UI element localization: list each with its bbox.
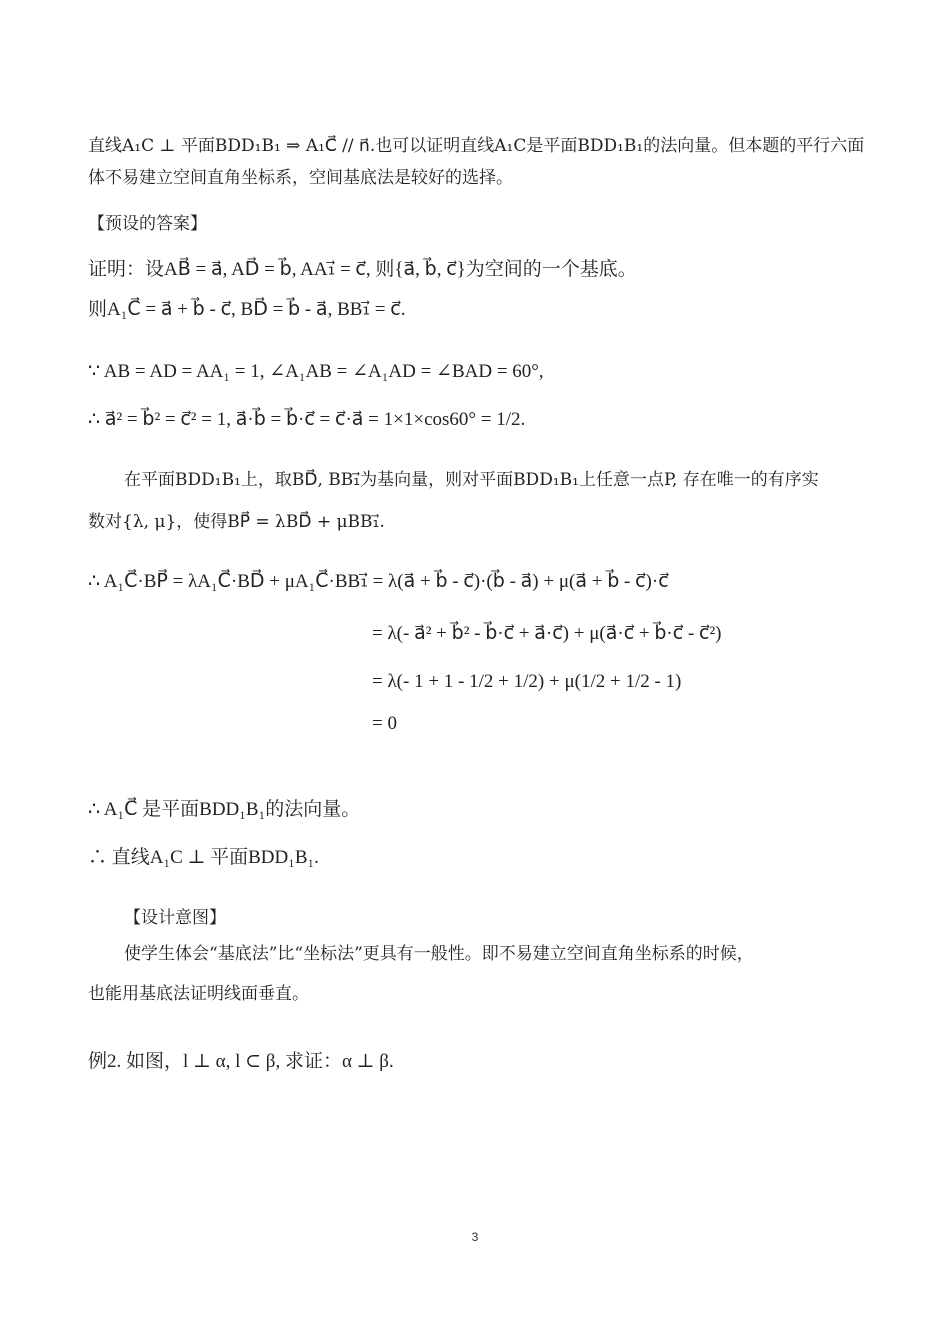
intro-line-1: 直线A₁C ⊥ 平面BDD₁B₁ ⇒ A₁C⃗ // n⃗.也可以证明直线A₁C是平面BDD₁B₁的法向量。但本题的平行六面 [88, 136, 865, 156]
plane-line-2: 数对{λ, μ}，使得BP⃗ = λBD⃗ + μBB₁⃗. [88, 512, 385, 532]
calc-line-4: = 0 [372, 713, 397, 734]
calc-line-3: = λ(- 1 + 1 - 1/2 + 1/2) + μ(1/2 + 1/2 - 1) [372, 671, 682, 692]
answer-heading: 【预设的答案】 [88, 214, 207, 234]
design-line-1: 使学生体会“基底法”比“坐标法”更具有一般性。即不易建立空间直角坐标系的时候， [124, 944, 754, 964]
page-number: 3 [471, 1230, 479, 1244]
intro-line-2: 体不易建立空间直角坐标系，空间基底法是较好的选择。 [88, 168, 513, 188]
calc-line-1: ∴ A₁C⃗·BP⃗ = λA₁C⃗·BD⃗ + μA₁C⃗·BB₁⃗ = λ(a⃗ + b⃗ - c⃗)·(b⃗ - a⃗) + μ(a⃗ + b⃗ - c⃗)·c⃗ [88, 571, 669, 592]
plane-line-1: 在平面BDD₁B₁上，取BD⃗, BB₁⃗为基向量，则对平面BDD₁B₁上任意一点P, 存在唯一的有序实 [124, 470, 819, 490]
design-heading: 【设计意图】 [124, 908, 226, 928]
proof-dot-products: ∴ a⃗² = b⃗² = c⃗² = 1, a⃗·b⃗ = b⃗·c⃗ = c⃗·a⃗ = 1×1×cos60° = 1/2. [88, 409, 526, 430]
conclusion-2: ∴ 直线A₁C ⊥ 平面BDD₁B₁. [88, 847, 319, 868]
proof-vectors: 则A₁C⃗ = a⃗ + b⃗ - c⃗, BD⃗ = b⃗ - a⃗, BB₁⃗ = c⃗. [88, 299, 406, 320]
proof-setup: 证明：设AB⃗ = a⃗, AD⃗ = b⃗, AA₁⃗ = c⃗, 则{a⃗, b⃗, c⃗}为空间的一个基底。 [88, 259, 637, 280]
proof-given: ∵ AB = AD = AA₁ = 1, ∠A₁AB = ∠A₁AD = ∠BAD = 60°, [88, 361, 544, 382]
example-2: 例2. 如图，l ⊥ α, l ⊂ β, 求证：α ⊥ β. [88, 1051, 394, 1072]
design-line-2: 也能用基底法证明线面垂直。 [88, 984, 309, 1004]
calc-line-2: = λ(- a⃗² + b⃗² - b⃗·c⃗ + a⃗·c⃗) + μ(a⃗·c⃗ + b⃗·c⃗ - c⃗²) [372, 623, 722, 644]
conclusion-1: ∴ A₁C⃗ 是平面BDD₁B₁的法向量。 [88, 799, 361, 820]
